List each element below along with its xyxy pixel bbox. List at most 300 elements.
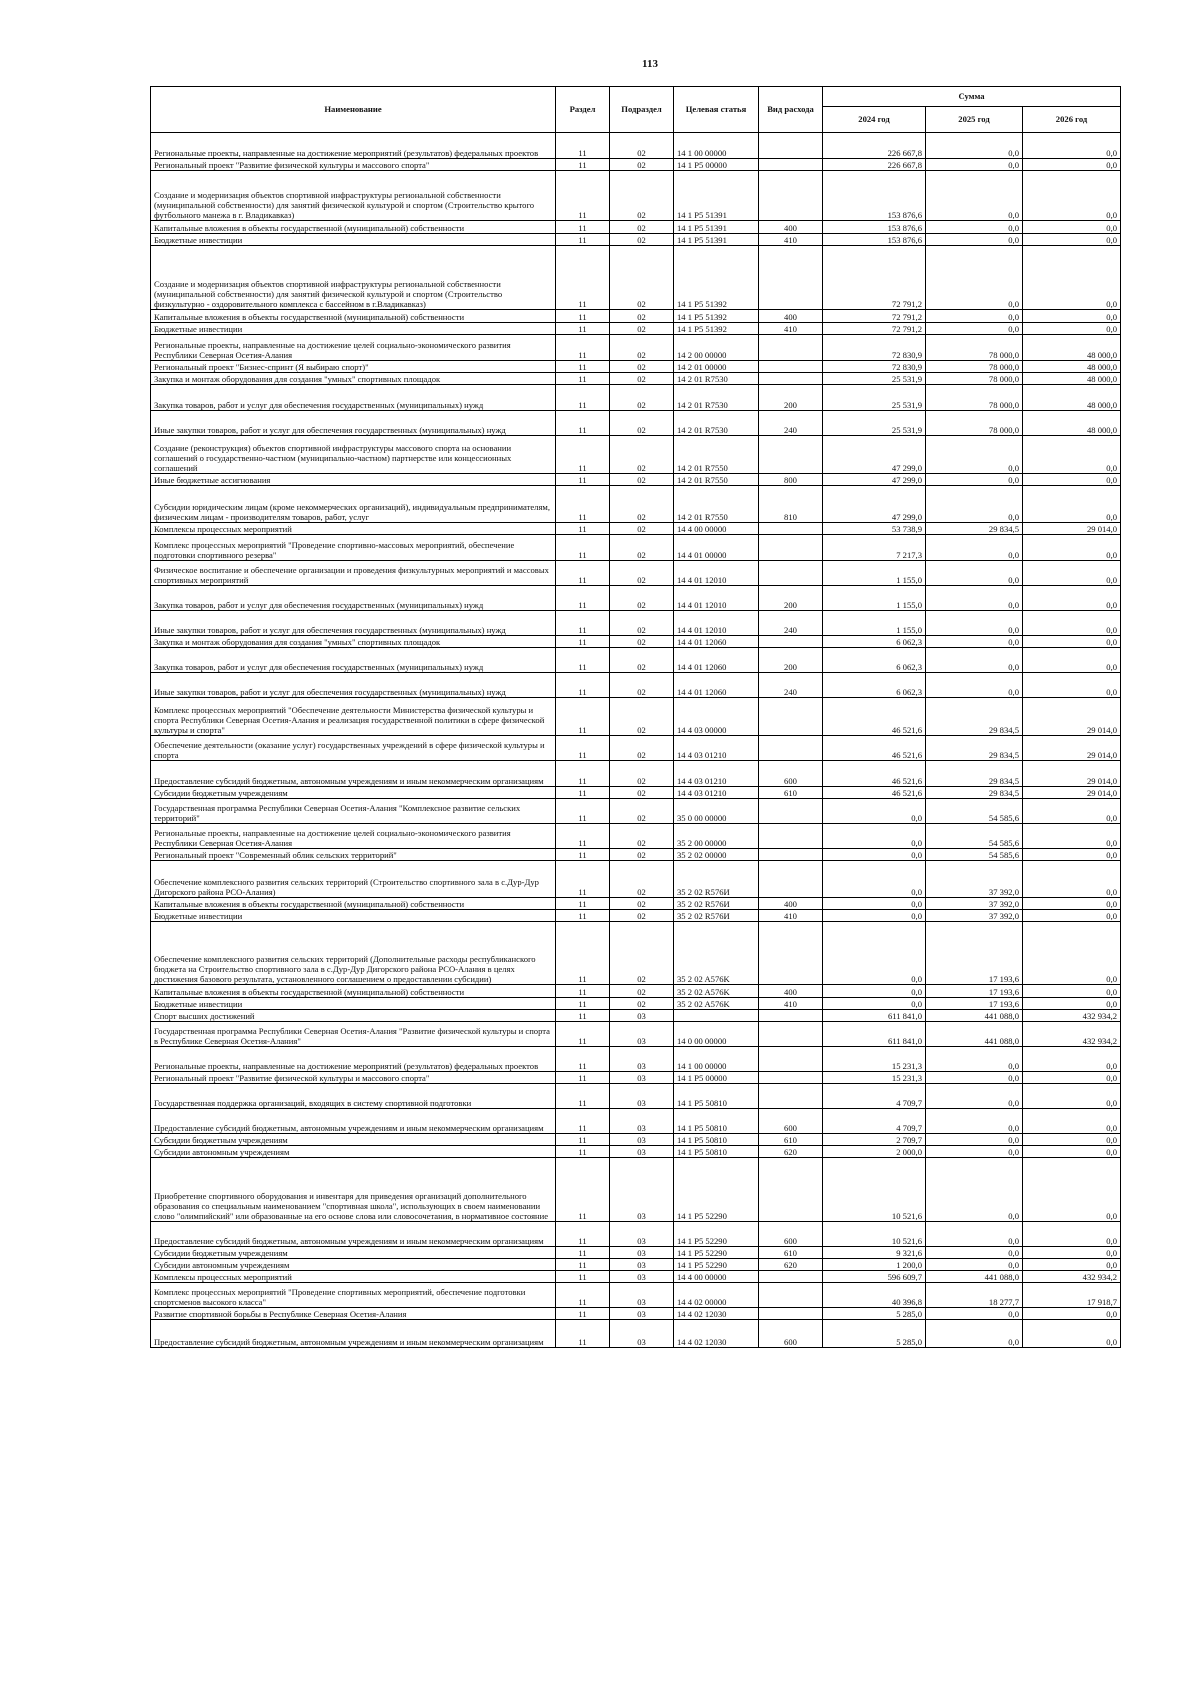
cell-name: Комплекс процессных мероприятий "Обеспечение деятельности Министерства физической культуры и спорта Республики Северная Осетия-Алания и реализация государственной политики в сфере физической культуры и спорта" [151, 698, 556, 736]
cell-sum-2025: 0,0 [926, 1259, 1023, 1271]
cell-name: Региональный проект "Современный облик сельских территорий" [151, 849, 556, 861]
cell-name: Закупка и монтаж оборудования для создания "умных" спортивных площадок [151, 373, 556, 385]
cell-expense-type [759, 523, 823, 535]
cell-name: Приобретение спортивного оборудования и инвентаря для приведения организаций дополнительного образования со специальным наименованием "спортивная школа", использующих в своем наименовании слово "олимпийский" или образованные на его основе слова или словосочетания, в нормативное состояние [151, 1158, 556, 1222]
cell-sum-2025: 0,0 [926, 1134, 1023, 1146]
cell-section: 11 [556, 1022, 610, 1047]
cell-sum-2025: 78 000,0 [926, 411, 1023, 436]
cell-subsection: 02 [610, 736, 674, 761]
cell-sum-2026: 0,0 [1023, 234, 1121, 246]
cell-sum-2026: 432 934,2 [1023, 1271, 1121, 1283]
cell-subsection: 02 [610, 436, 674, 474]
cell-name: Обеспечение деятельности (оказание услуг) государственных учреждений в сфере физической культуры и спорта [151, 736, 556, 761]
cell-sum-2025: 0,0 [926, 1047, 1023, 1072]
cell-subsection: 02 [610, 787, 674, 799]
cell-subsection: 03 [610, 1259, 674, 1271]
cell-sum-2025: 78 000,0 [926, 335, 1023, 361]
cell-name: Субсидии автономным учреждениям [151, 1146, 556, 1158]
cell-sum-2026: 0,0 [1023, 799, 1121, 824]
cell-sum-2025: 0,0 [926, 1308, 1023, 1320]
cell-sum-2026: 0,0 [1023, 133, 1121, 159]
cell-sum-2026: 0,0 [1023, 1158, 1121, 1222]
cell-expense-type [759, 159, 823, 171]
cell-section: 11 [556, 535, 610, 561]
cell-name: Бюджетные инвестиции [151, 234, 556, 246]
table-row [151, 1047, 1121, 1072]
cell-expense-type: 410 [759, 998, 823, 1010]
cell-sum-2025: 0,0 [926, 1072, 1023, 1084]
cell-subsection: 02 [610, 361, 674, 373]
cell-sum-2024: 46 521,6 [823, 761, 926, 787]
cell-section: 11 [556, 824, 610, 849]
cell-section: 11 [556, 761, 610, 787]
cell-sum-2026: 29 014,0 [1023, 736, 1121, 761]
cell-name: Предоставление субсидий бюджетным, автономным учреждениям и иным некоммерческим организациям [151, 1320, 556, 1348]
cell-subsection: 03 [610, 1222, 674, 1247]
cell-expense-type: 620 [759, 1259, 823, 1271]
cell-name: Региональный проект "Развитие физической культуры и массового спорта" [151, 1072, 556, 1084]
cell-sum-2026: 0,0 [1023, 611, 1121, 636]
cell-subsection: 02 [610, 910, 674, 922]
cell-sum-2026: 0,0 [1023, 246, 1121, 310]
cell-name: Бюджетные инвестиции [151, 323, 556, 335]
cell-expense-type: 240 [759, 411, 823, 436]
cell-sum-2025: 0,0 [926, 436, 1023, 474]
table-row [151, 159, 1121, 171]
cell-expense-type: 600 [759, 1222, 823, 1247]
cell-section: 11 [556, 1072, 610, 1084]
cell-sum-2025: 29 834,5 [926, 736, 1023, 761]
cell-subsection: 02 [610, 861, 674, 898]
cell-subsection: 02 [610, 761, 674, 787]
cell-subsection: 03 [610, 1146, 674, 1158]
cell-name: Государственная программа Республики Северная Осетия-Алания "Развитие физической культуры и спорта в Республике Северная Осетия-Алания" [151, 1022, 556, 1047]
cell-target-article: 14 1 P5 51392 [674, 323, 759, 335]
cell-section: 11 [556, 234, 610, 246]
cell-section: 11 [556, 1010, 610, 1022]
cell-expense-type [759, 636, 823, 648]
cell-target-article: 14 4 00 00000 [674, 523, 759, 535]
cell-sum-2024: 46 521,6 [823, 736, 926, 761]
cell-expense-type [759, 799, 823, 824]
cell-target-article: 14 1 P5 00000 [674, 1072, 759, 1084]
cell-target-article: 14 4 03 01210 [674, 761, 759, 787]
cell-section: 11 [556, 736, 610, 761]
cell-expense-type: 610 [759, 1247, 823, 1259]
table-row [151, 985, 1121, 998]
table-row [151, 1222, 1121, 1247]
cell-name: Субсидии юридическим лицам (кроме некоммерческих организаций), индивидуальным предпринимателям, физическим лицам - производителям товаров, работ, услуг [151, 486, 556, 523]
cell-sum-2025: 37 392,0 [926, 910, 1023, 922]
cell-sum-2025: 0,0 [926, 159, 1023, 171]
cell-sum-2024: 5 285,0 [823, 1308, 926, 1320]
cell-target-article: 14 4 01 12010 [674, 611, 759, 636]
cell-expense-type [759, 361, 823, 373]
cell-sum-2024: 0,0 [823, 998, 926, 1010]
cell-sum-2025: 0,0 [926, 1146, 1023, 1158]
cell-section: 11 [556, 787, 610, 799]
cell-subsection: 02 [610, 335, 674, 361]
cell-expense-type [759, 171, 823, 221]
cell-expense-type [759, 861, 823, 898]
cell-expense-type: 600 [759, 761, 823, 787]
table-row [151, 1072, 1121, 1084]
cell-expense-type [759, 561, 823, 586]
cell-subsection: 03 [610, 1271, 674, 1283]
cell-target-article: 35 2 02 A576K [674, 998, 759, 1010]
cell-subsection: 03 [610, 1247, 674, 1259]
cell-name: Предоставление субсидий бюджетным, автономным учреждениям и иным некоммерческим организациям [151, 1222, 556, 1247]
cell-section: 11 [556, 133, 610, 159]
cell-name: Капитальные вложения в объекты государственной (муниципальной) собственности [151, 310, 556, 323]
cell-sum-2025: 37 392,0 [926, 861, 1023, 898]
cell-section: 11 [556, 323, 610, 335]
cell-sum-2026: 0,0 [1023, 561, 1121, 586]
cell-target-article: 14 4 00 00000 [674, 1271, 759, 1283]
table-row [151, 698, 1121, 736]
cell-name: Иные бюджетные ассигнования [151, 474, 556, 486]
cell-sum-2026: 0,0 [1023, 636, 1121, 648]
cell-sum-2025: 0,0 [926, 586, 1023, 611]
cell-name: Иные закупки товаров, работ и услуг для обеспечения государственных (муниципальных) нужд [151, 611, 556, 636]
cell-expense-type [759, 1072, 823, 1084]
cell-sum-2025: 0,0 [926, 1247, 1023, 1259]
cell-sum-2025: 0,0 [926, 221, 1023, 234]
cell-subsection: 02 [610, 922, 674, 985]
table-row [151, 824, 1121, 849]
cell-name: Развитие спортивной борьбы в Республике Северная Осетия-Алания [151, 1308, 556, 1320]
cell-expense-type [759, 698, 823, 736]
cell-target-article: 14 4 01 12060 [674, 673, 759, 698]
table-row [151, 133, 1121, 159]
cell-target-article: 14 1 P5 50810 [674, 1134, 759, 1146]
cell-name: Бюджетные инвестиции [151, 910, 556, 922]
cell-subsection: 02 [610, 486, 674, 523]
cell-sum-2026: 0,0 [1023, 1072, 1121, 1084]
table-row [151, 1158, 1121, 1222]
cell-expense-type: 400 [759, 985, 823, 998]
cell-sum-2024: 153 876,6 [823, 221, 926, 234]
cell-section: 11 [556, 1146, 610, 1158]
cell-expense-type: 410 [759, 910, 823, 922]
cell-sum-2025: 0,0 [926, 1320, 1023, 1348]
cell-section: 11 [556, 310, 610, 323]
cell-sum-2024: 611 841,0 [823, 1010, 926, 1022]
cell-subsection: 02 [610, 159, 674, 171]
cell-sum-2026: 0,0 [1023, 1109, 1121, 1134]
page-number: 113 [642, 58, 658, 70]
cell-name: Предоставление субсидий бюджетным, автономным учреждениям и иным некоммерческим организациям [151, 761, 556, 787]
table-row [151, 922, 1121, 985]
cell-expense-type: 410 [759, 234, 823, 246]
cell-sum-2025: 78 000,0 [926, 385, 1023, 411]
cell-sum-2025: 78 000,0 [926, 361, 1023, 373]
cell-section: 11 [556, 373, 610, 385]
table-row [151, 1146, 1121, 1158]
cell-section: 11 [556, 1109, 610, 1134]
cell-sum-2026: 48 000,0 [1023, 385, 1121, 411]
cell-target-article: 14 4 02 12030 [674, 1308, 759, 1320]
cell-subsection: 03 [610, 1072, 674, 1084]
cell-name: Капитальные вложения в объекты государственной (муниципальной) собственности [151, 985, 556, 998]
cell-section: 11 [556, 561, 610, 586]
cell-expense-type [759, 535, 823, 561]
cell-target-article: 35 2 00 00000 [674, 824, 759, 849]
cell-sum-2025: 0,0 [926, 1222, 1023, 1247]
cell-sum-2024: 153 876,6 [823, 171, 926, 221]
cell-sum-2024: 46 521,6 [823, 787, 926, 799]
cell-sum-2024: 0,0 [823, 910, 926, 922]
table-row [151, 1247, 1121, 1259]
cell-sum-2024: 0,0 [823, 849, 926, 861]
table-row [151, 335, 1121, 361]
cell-sum-2025: 0,0 [926, 474, 1023, 486]
table-row [151, 849, 1121, 861]
cell-subsection: 03 [610, 1010, 674, 1022]
cell-subsection: 03 [610, 1320, 674, 1348]
header-year-2024: 2024 год [823, 107, 926, 133]
cell-sum-2024: 1 200,0 [823, 1259, 926, 1271]
table-row [151, 486, 1121, 523]
cell-sum-2025: 0,0 [926, 234, 1023, 246]
table-row [151, 648, 1121, 673]
cell-sum-2025: 0,0 [926, 486, 1023, 523]
table-row [151, 246, 1121, 310]
cell-sum-2024: 72 830,9 [823, 361, 926, 373]
cell-section: 11 [556, 246, 610, 310]
cell-sum-2026: 0,0 [1023, 898, 1121, 910]
cell-subsection: 02 [610, 985, 674, 998]
cell-sum-2026: 0,0 [1023, 1047, 1121, 1072]
cell-sum-2025: 441 088,0 [926, 1022, 1023, 1047]
cell-sum-2024: 72 791,2 [823, 246, 926, 310]
cell-sum-2025: 54 585,6 [926, 849, 1023, 861]
cell-sum-2025: 0,0 [926, 133, 1023, 159]
cell-sum-2024: 25 531,9 [823, 411, 926, 436]
cell-sum-2024: 2 709,7 [823, 1134, 926, 1146]
cell-sum-2024: 6 062,3 [823, 648, 926, 673]
table-row [151, 1010, 1121, 1022]
cell-expense-type [759, 736, 823, 761]
cell-subsection: 02 [610, 998, 674, 1010]
cell-subsection: 02 [610, 898, 674, 910]
cell-section: 11 [556, 1320, 610, 1348]
cell-sum-2026: 0,0 [1023, 861, 1121, 898]
cell-sum-2025: 37 392,0 [926, 898, 1023, 910]
budget-table [150, 86, 1121, 1348]
cell-target-article: 14 1 00 00000 [674, 133, 759, 159]
cell-sum-2024: 15 231,3 [823, 1072, 926, 1084]
cell-name: Субсидии бюджетным учреждениям [151, 1247, 556, 1259]
cell-section: 11 [556, 1247, 610, 1259]
cell-sum-2024: 7 217,3 [823, 535, 926, 561]
cell-sum-2026: 0,0 [1023, 673, 1121, 698]
cell-sum-2024: 596 609,7 [823, 1271, 926, 1283]
cell-expense-type [759, 922, 823, 985]
table-row [151, 561, 1121, 586]
cell-sum-2026: 0,0 [1023, 323, 1121, 335]
header-target-article: Целевая статья [674, 87, 759, 133]
cell-name: Предоставление субсидий бюджетным, автономным учреждениям и иным некоммерческим организациям [151, 1109, 556, 1134]
cell-target-article: 14 4 02 12030 [674, 1320, 759, 1348]
cell-target-article: 14 1 P5 50810 [674, 1084, 759, 1109]
table-row [151, 799, 1121, 824]
table-row [151, 673, 1121, 698]
cell-sum-2024: 25 531,9 [823, 373, 926, 385]
cell-sum-2025: 0,0 [926, 310, 1023, 323]
cell-sum-2025: 17 193,6 [926, 985, 1023, 998]
cell-subsection: 03 [610, 1283, 674, 1308]
cell-subsection: 02 [610, 523, 674, 535]
cell-subsection: 02 [610, 561, 674, 586]
header-sum: Сумма [823, 87, 1121, 107]
cell-target-article: 14 1 P5 52290 [674, 1247, 759, 1259]
cell-name: Комплексы процессных мероприятий [151, 523, 556, 535]
cell-expense-type [759, 1022, 823, 1047]
cell-sum-2026: 0,0 [1023, 985, 1121, 998]
table-row [151, 611, 1121, 636]
cell-expense-type: 410 [759, 323, 823, 335]
cell-sum-2026: 0,0 [1023, 535, 1121, 561]
cell-expense-type: 400 [759, 221, 823, 234]
table-row [151, 436, 1121, 474]
cell-subsection: 02 [610, 648, 674, 673]
cell-name: Комплекс процессных мероприятий "Проведение спортивно-массовых мероприятий, обеспечение подготовки спортивного резерва" [151, 535, 556, 561]
table-header [151, 87, 1121, 133]
cell-target-article: 14 2 00 00000 [674, 335, 759, 361]
cell-section: 11 [556, 849, 610, 861]
header-name: Наименование [151, 87, 556, 133]
cell-subsection: 02 [610, 849, 674, 861]
cell-subsection: 02 [610, 698, 674, 736]
table-row [151, 787, 1121, 799]
cell-expense-type [759, 1010, 823, 1022]
cell-name: Комплексы процессных мероприятий [151, 1271, 556, 1283]
cell-name: Закупка товаров, работ и услуг для обеспечения государственных (муниципальных) нужд [151, 586, 556, 611]
cell-subsection: 03 [610, 1047, 674, 1072]
cell-sum-2024: 0,0 [823, 898, 926, 910]
cell-sum-2024: 611 841,0 [823, 1022, 926, 1047]
cell-expense-type: 200 [759, 648, 823, 673]
cell-name: Субсидии бюджетным учреждениям [151, 1134, 556, 1146]
table-body [151, 133, 1121, 1348]
cell-target-article: 14 1 P5 51391 [674, 171, 759, 221]
cell-section: 11 [556, 335, 610, 361]
cell-expense-type: 600 [759, 1320, 823, 1348]
cell-target-article: 14 4 01 12010 [674, 561, 759, 586]
cell-section: 11 [556, 799, 610, 824]
cell-subsection: 02 [610, 133, 674, 159]
cell-sum-2024: 0,0 [823, 824, 926, 849]
cell-target-article: 14 2 01 R7530 [674, 385, 759, 411]
cell-expense-type: 800 [759, 474, 823, 486]
cell-section: 11 [556, 474, 610, 486]
cell-sum-2026: 48 000,0 [1023, 361, 1121, 373]
cell-subsection: 03 [610, 1308, 674, 1320]
cell-target-article: 14 4 02 00000 [674, 1283, 759, 1308]
cell-subsection: 02 [610, 799, 674, 824]
cell-expense-type: 200 [759, 385, 823, 411]
cell-name: Создание (реконструкция) объектов спортивной инфраструктуры массового спорта на основании соглашений о государственно-частном (муниципально-частном) партнерстве или концессионных соглашений [151, 436, 556, 474]
cell-sum-2025: 0,0 [926, 648, 1023, 673]
cell-sum-2025: 17 193,6 [926, 922, 1023, 985]
cell-sum-2024: 1 155,0 [823, 611, 926, 636]
cell-sum-2026: 29 014,0 [1023, 761, 1121, 787]
cell-sum-2026: 48 000,0 [1023, 335, 1121, 361]
cell-subsection: 02 [610, 323, 674, 335]
cell-name: Закупка и монтаж оборудования для создания "умных" спортивных площадок [151, 636, 556, 648]
table-row [151, 586, 1121, 611]
cell-sum-2024: 47 299,0 [823, 474, 926, 486]
table-row [151, 523, 1121, 535]
cell-sum-2024: 0,0 [823, 985, 926, 998]
cell-expense-type: 620 [759, 1146, 823, 1158]
cell-sum-2024: 40 396,8 [823, 1283, 926, 1308]
cell-subsection: 03 [610, 1084, 674, 1109]
cell-sum-2024: 153 876,6 [823, 234, 926, 246]
table-row [151, 171, 1121, 221]
cell-sum-2026: 0,0 [1023, 159, 1121, 171]
cell-sum-2025: 0,0 [926, 171, 1023, 221]
cell-section: 11 [556, 1134, 610, 1146]
cell-sum-2026: 0,0 [1023, 648, 1121, 673]
table-row [151, 535, 1121, 561]
cell-subsection: 02 [610, 824, 674, 849]
table-row [151, 234, 1121, 246]
table-row [151, 636, 1121, 648]
table-row [151, 411, 1121, 436]
cell-sum-2024: 53 738,9 [823, 523, 926, 535]
cell-target-article: 14 2 01 R7530 [674, 411, 759, 436]
table-row [151, 1109, 1121, 1134]
cell-name: Обеспечение комплексного развития сельских территорий (Дополнительные расходы республиканского бюджета на Строительство спортивного зала в с.Дур-Дур Дигорского района РСО-Алания в целях достижения базового результата, установленного соглашением о предоставлении субсидии) [151, 922, 556, 985]
cell-expense-type: 200 [759, 586, 823, 611]
cell-subsection: 02 [610, 234, 674, 246]
cell-sum-2025: 0,0 [926, 1158, 1023, 1222]
cell-sum-2024: 25 531,9 [823, 385, 926, 411]
cell-sum-2024: 226 667,8 [823, 159, 926, 171]
cell-target-article: 14 1 00 00000 [674, 1047, 759, 1072]
cell-sum-2026: 0,0 [1023, 1247, 1121, 1259]
cell-sum-2026: 432 934,2 [1023, 1022, 1121, 1047]
table-row [151, 310, 1121, 323]
cell-section: 11 [556, 636, 610, 648]
cell-name: Государственная поддержка организаций, входящих в систему спортивной подготовки [151, 1084, 556, 1109]
cell-expense-type: 400 [759, 310, 823, 323]
cell-section: 11 [556, 436, 610, 474]
cell-sum-2026: 0,0 [1023, 586, 1121, 611]
cell-sum-2025: 29 834,5 [926, 761, 1023, 787]
cell-name: Капитальные вложения в объекты государственной (муниципальной) собственности [151, 221, 556, 234]
cell-section: 11 [556, 698, 610, 736]
cell-subsection: 02 [610, 586, 674, 611]
cell-expense-type: 240 [759, 611, 823, 636]
cell-sum-2024: 72 830,9 [823, 335, 926, 361]
cell-target-article: 14 4 03 00000 [674, 698, 759, 736]
cell-target-article: 14 4 03 01210 [674, 787, 759, 799]
cell-name: Региональный проект "Развитие физической культуры и массового спорта" [151, 159, 556, 171]
cell-sum-2026: 48 000,0 [1023, 411, 1121, 436]
cell-expense-type: 600 [759, 1109, 823, 1134]
cell-target-article: 14 1 P5 51392 [674, 246, 759, 310]
cell-section: 11 [556, 1308, 610, 1320]
cell-sum-2024: 46 521,6 [823, 698, 926, 736]
cell-sum-2025: 0,0 [926, 673, 1023, 698]
cell-sum-2026: 0,0 [1023, 998, 1121, 1010]
cell-section: 11 [556, 586, 610, 611]
cell-section: 11 [556, 673, 610, 698]
cell-expense-type [759, 1283, 823, 1308]
